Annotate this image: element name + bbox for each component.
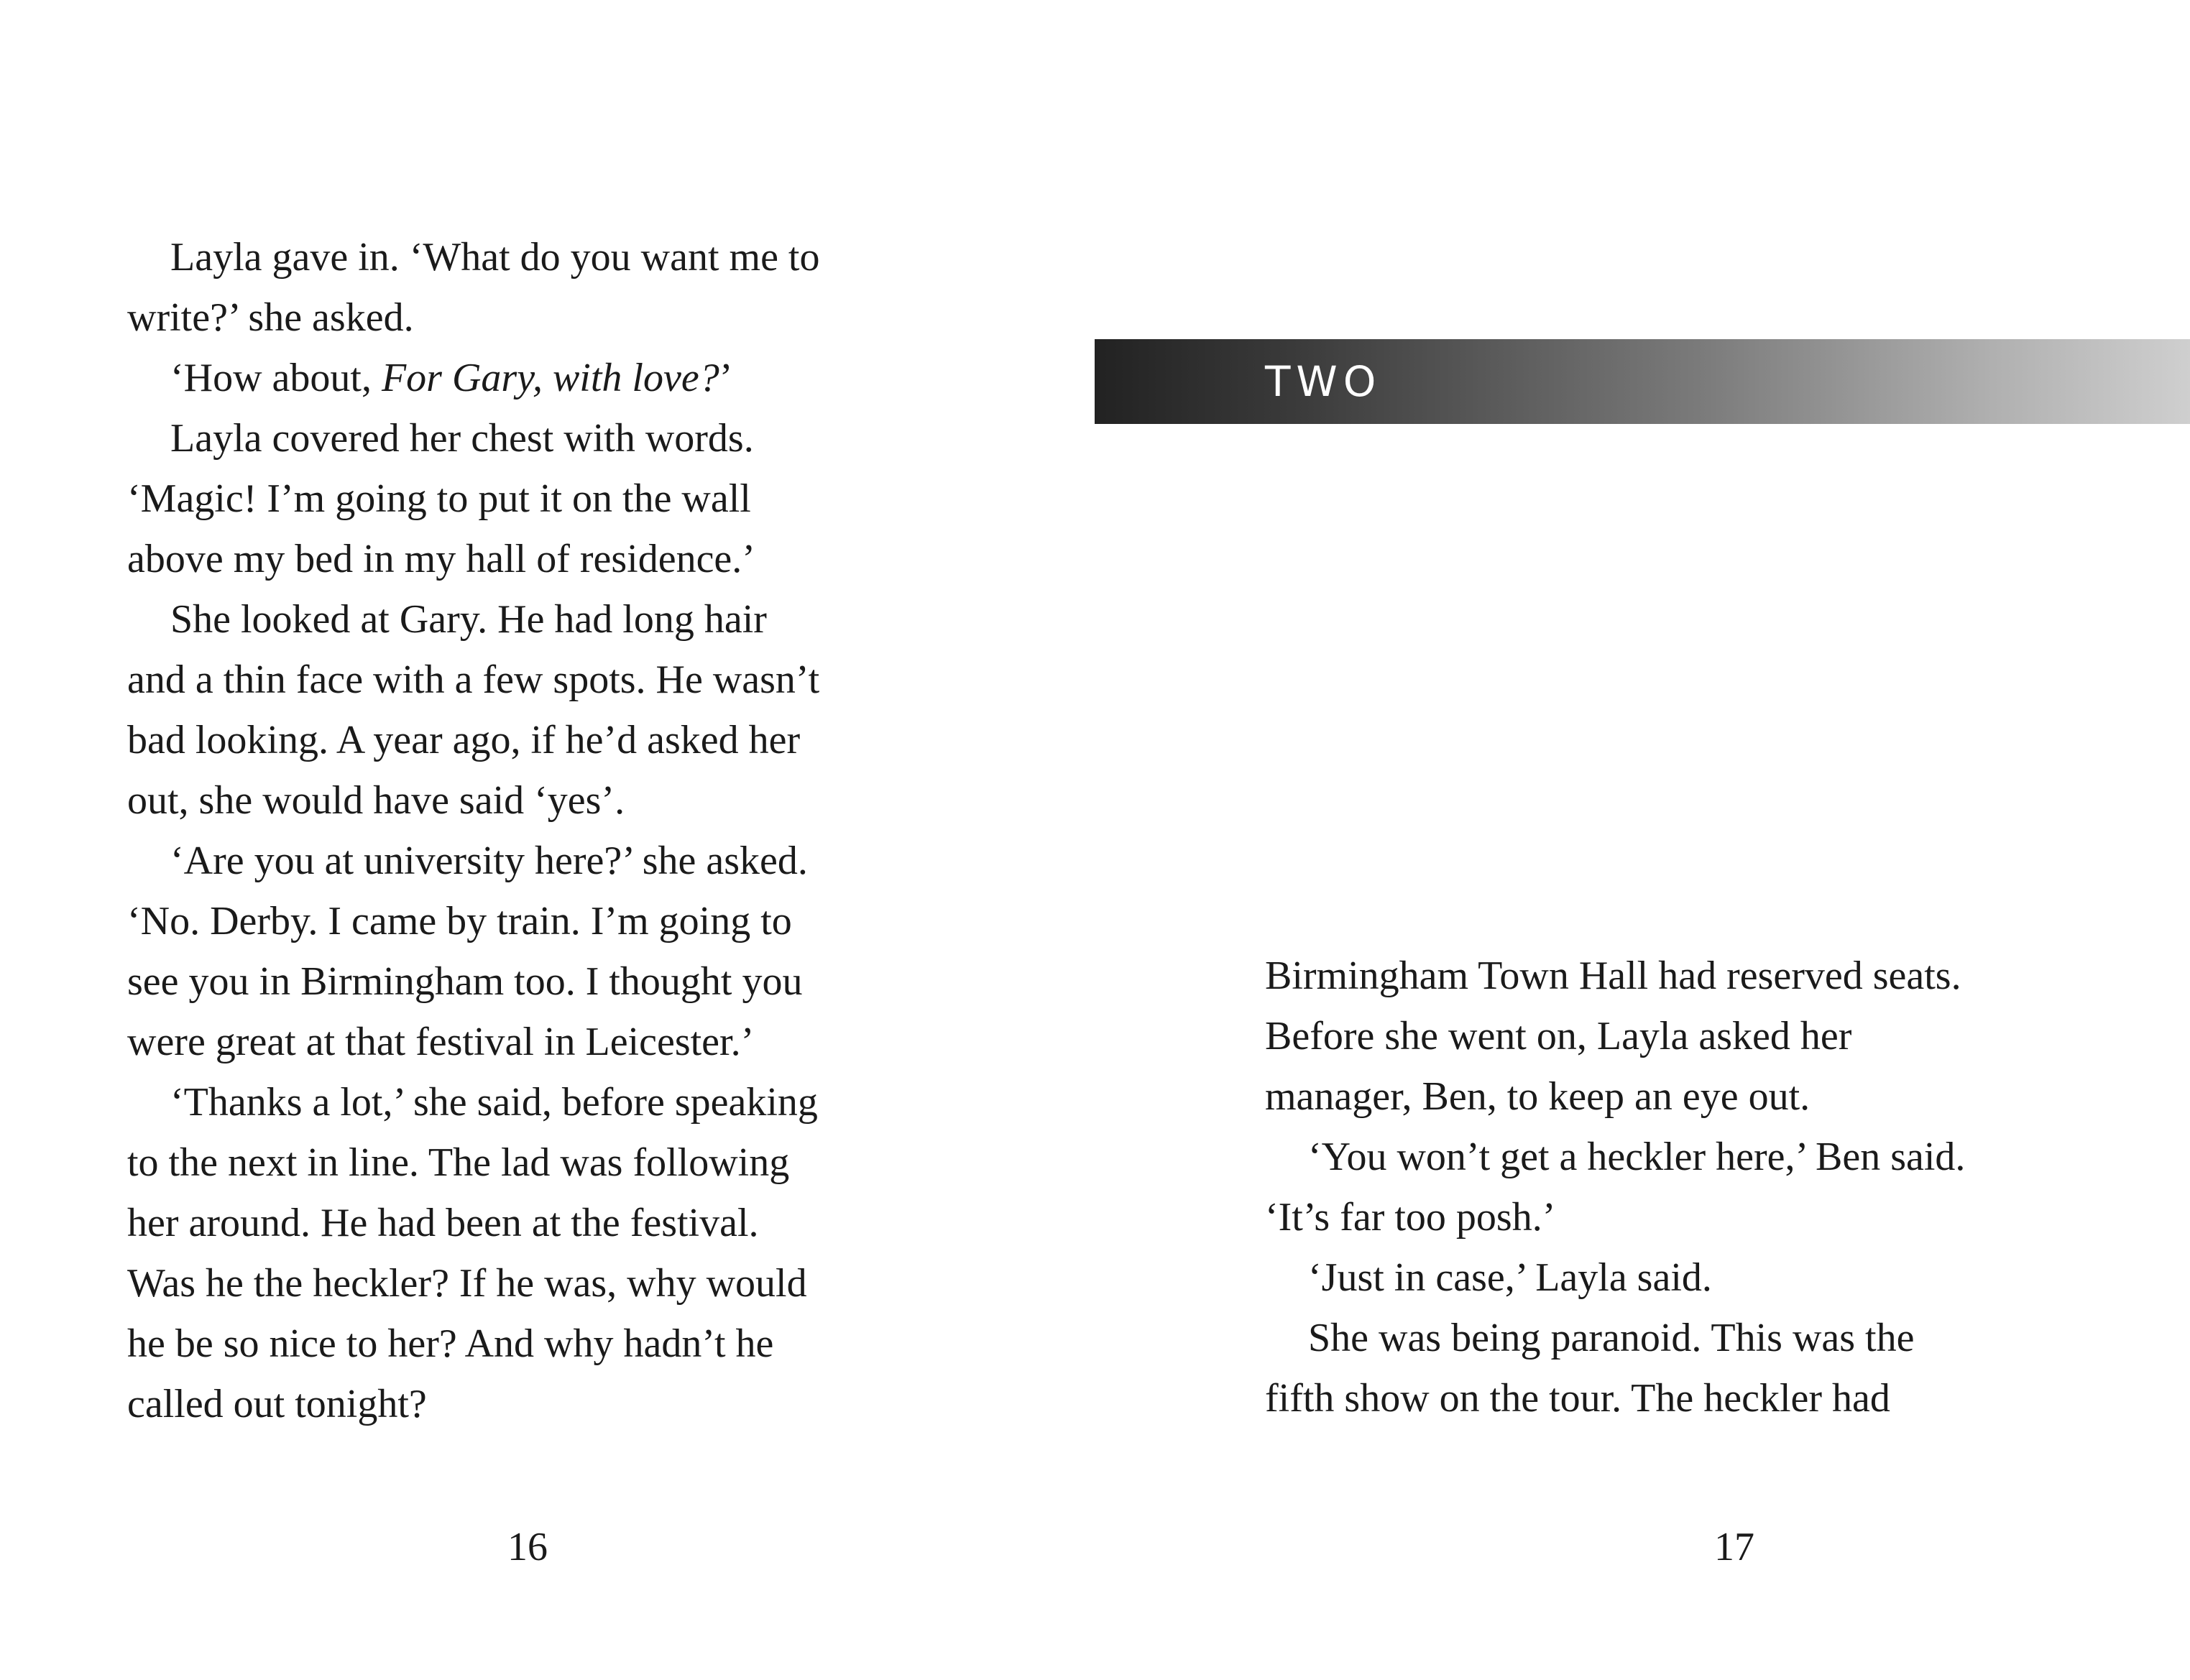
text-line: bad looking. A year ago, if he’d asked her (127, 718, 801, 762)
text-line: called out tonight? (127, 1382, 427, 1426)
text-line: and a thin face with a few spots. He wasn’t (127, 657, 820, 702)
text-line: see you in Birmingham too. I thought you (127, 959, 803, 1004)
text-line: ‘You won’t get a heckler here,’ Ben said. (1308, 1135, 1966, 1179)
text-line: write?’ she asked. (127, 295, 414, 340)
text-segment: ’ (719, 356, 733, 400)
text-segment: ‘How about, (170, 356, 382, 400)
text-line: fifth show on the tour. The heckler had (1265, 1376, 1890, 1421)
chapter-heading-bar (1095, 339, 2190, 424)
page-number: 17 (1714, 1525, 1754, 1569)
text-line: ‘Are you at university here?’ she asked. (170, 839, 808, 883)
text-line: Was he the heckler? If he was, why would (127, 1261, 807, 1306)
text-line: he be so nice to her? And why hadn’t he (127, 1321, 774, 1366)
text-line: Before she went on, Layla asked her (1265, 1014, 1852, 1058)
page-number: 16 (507, 1525, 548, 1569)
italic-inscription: For Gary, with love? (381, 356, 719, 400)
text-line: She was being paranoid. This was the (1308, 1316, 1915, 1360)
left-page-body (127, 227, 954, 1434)
text-line: ‘Magic! I’m going to put it on the wall (127, 476, 751, 521)
text-line: ‘Just in case,’ Layla said. (1308, 1255, 1712, 1300)
right-page-body (1265, 946, 2092, 1429)
text-line: her around. He had been at the festival. (127, 1201, 759, 1245)
text-line: Birmingham Town Hall had reserved seats. (1265, 954, 1961, 998)
text-line: ‘Thanks a lot,’ she said, before speaking (170, 1080, 818, 1125)
text-line: She looked at Gary. He had long hair (170, 597, 767, 642)
text-line: ‘No. Derby. I came by train. I’m going to (127, 899, 792, 943)
text-line: out, she would have said ‘yes’. (127, 778, 625, 823)
text-line-with-italic (127, 348, 954, 408)
text-line: Layla gave in. ‘What do you want me to (170, 235, 820, 280)
text-line: ‘It’s far too posh.’ (1265, 1195, 1556, 1240)
chapter-title: TWO (1265, 357, 1382, 406)
text-line: to the next in line. The lad was following (127, 1140, 790, 1185)
right-page (1095, 0, 2190, 1680)
text-line: Layla covered her chest with words. (170, 416, 754, 461)
text-line: were great at that festival in Leicester.’ (127, 1020, 755, 1064)
text-line: manager, Ben, to keep an eye out. (1265, 1074, 1811, 1119)
text-line: above my bed in my hall of residence.’ (127, 537, 755, 581)
